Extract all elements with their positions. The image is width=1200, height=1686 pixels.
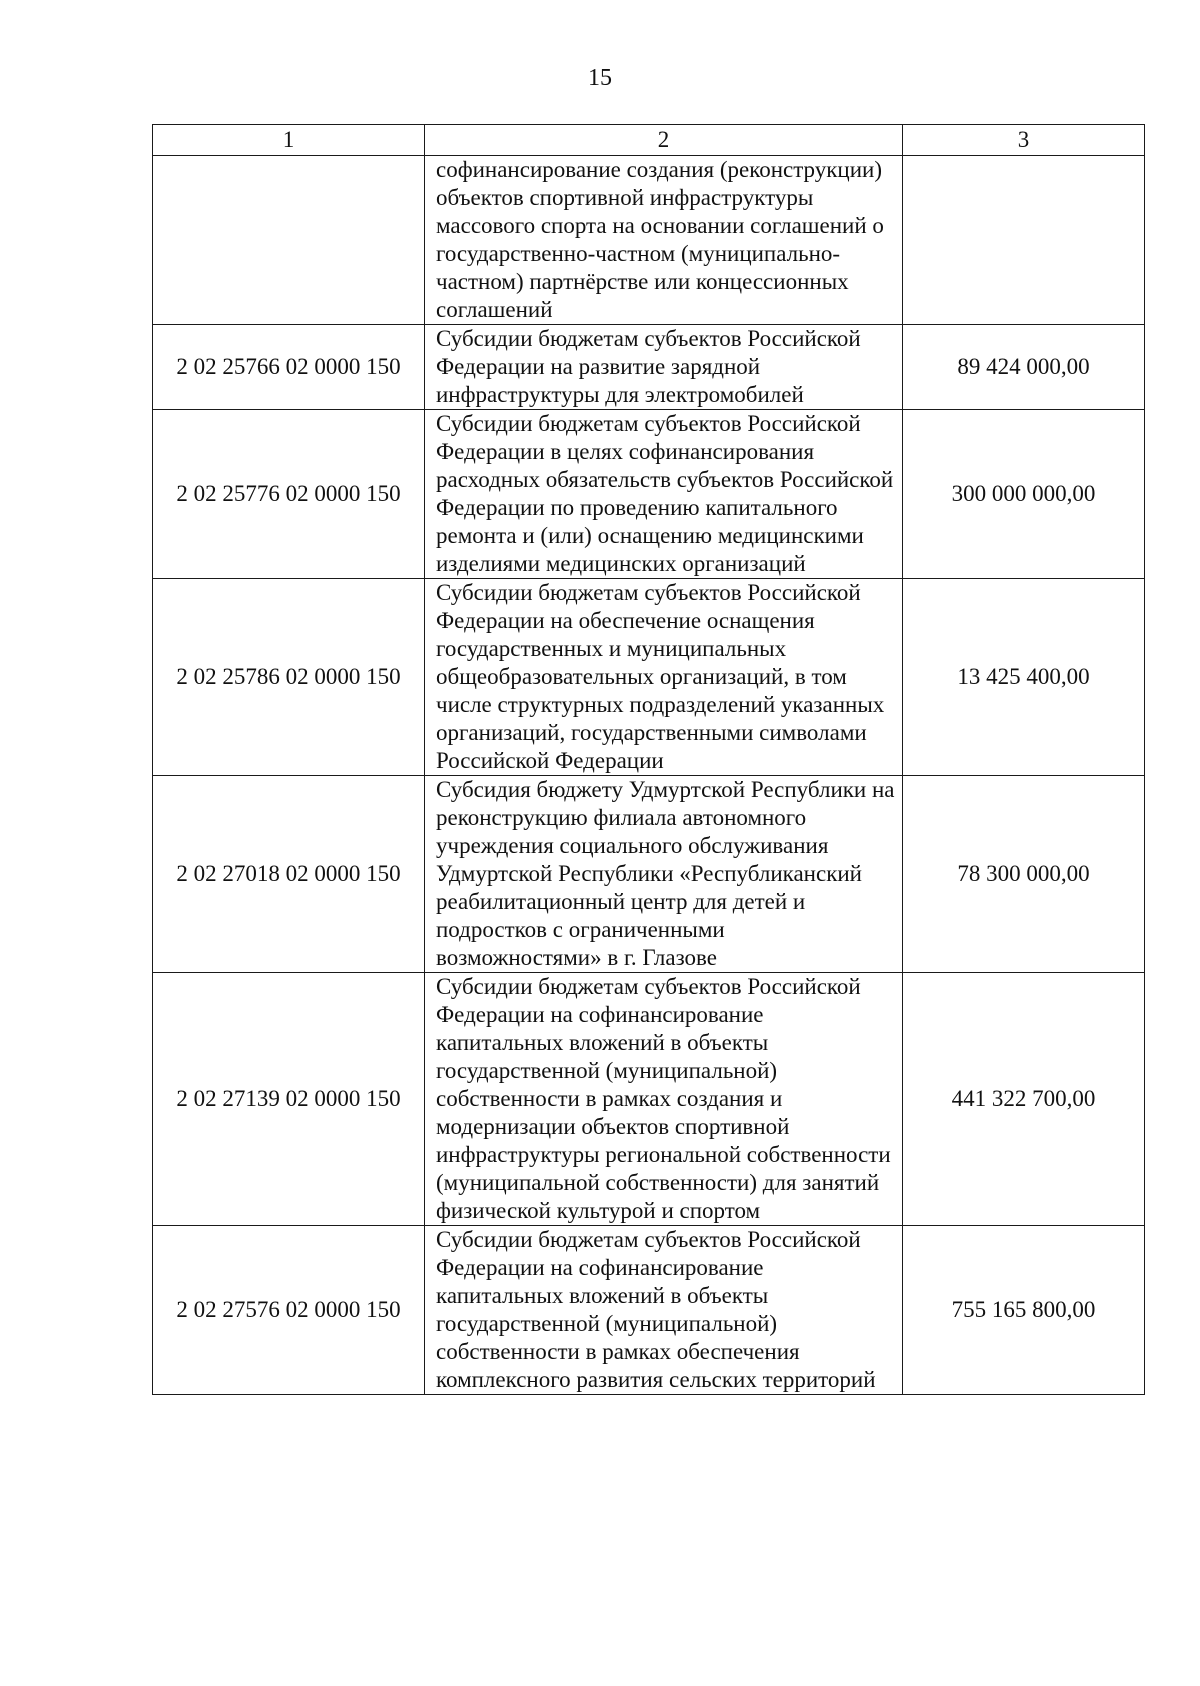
column-header-code: 1 [153,125,425,156]
row-amount: 13 425 400,00 [903,579,1145,776]
row-description: Субсидии бюджетам субъектов Российской Федерации на обеспечение оснащения государственных и муниципальных общеобразовательных организаций, в том числе структурных подразделений указанных организаций, государственными символами Российской Федерации [425,579,903,776]
row-description: Субсидии бюджетам субъектов Российской Федерации в целях софинансирования расходных обязательств субъектов Российской Федерации по проведению капитального ремонта и (или) оснащению медицинскими изделиями медицинских организаций [425,410,903,579]
row-code: 2 02 25776 02 0000 150 [153,410,425,579]
table-row [153,973,1145,1226]
row-description: Субсидия бюджету Удмуртской Республики на реконструкцию филиала автономного учреждения социального обслуживания Удмуртской Республики «Республиканский реабилитационный центр для детей и подростков с ограниченными возможностями» в г. Глазове [425,776,903,973]
table-header-row [153,125,1145,156]
table-row [153,776,1145,973]
row-code: 2 02 25786 02 0000 150 [153,579,425,776]
column-header-description: 2 [425,125,903,156]
row-code: 2 02 25766 02 0000 150 [153,325,425,410]
table-row [153,325,1145,410]
table-row [153,579,1145,776]
row-code: 2 02 27018 02 0000 150 [153,776,425,973]
row-amount [903,156,1145,325]
page-number: 15 [588,65,612,91]
row-description: Субсидии бюджетам субъектов Российской Федерации на софинансирование капитальных вложений в объекты государственной (муниципальной) собственности в рамках обеспечения комплексного развития сельских территорий [425,1226,903,1395]
row-description: Субсидии бюджетам субъектов Российской Федерации на развитие зарядной инфраструктуры для электромобилей [425,325,903,410]
row-description: Субсидии бюджетам субъектов Российской Федерации на софинансирование капитальных вложений в объекты государственной (муниципальной) собственности в рамках создания и модернизации объектов спортивной инфраструктуры региональной собственности (муниципальной собственности) для занятий физической культурой и спортом [425,973,903,1226]
row-amount: 89 424 000,00 [903,325,1145,410]
row-amount: 441 322 700,00 [903,973,1145,1226]
row-description: софинансирование создания (реконструкции) объектов спортивной инфраструктуры массового спорта на основании соглашений о государственно-частном (муниципально-частном) партнёрстве или концессионных соглашений [425,156,903,325]
row-amount: 78 300 000,00 [903,776,1145,973]
table-row [153,410,1145,579]
row-amount: 755 165 800,00 [903,1226,1145,1395]
row-amount: 300 000 000,00 [903,410,1145,579]
table-row [153,1226,1145,1395]
row-code [153,156,425,325]
table-row [153,156,1145,325]
row-code: 2 02 27576 02 0000 150 [153,1226,425,1395]
row-code: 2 02 27139 02 0000 150 [153,973,425,1226]
budget-table [152,124,1145,1395]
column-header-amount: 3 [903,125,1145,156]
